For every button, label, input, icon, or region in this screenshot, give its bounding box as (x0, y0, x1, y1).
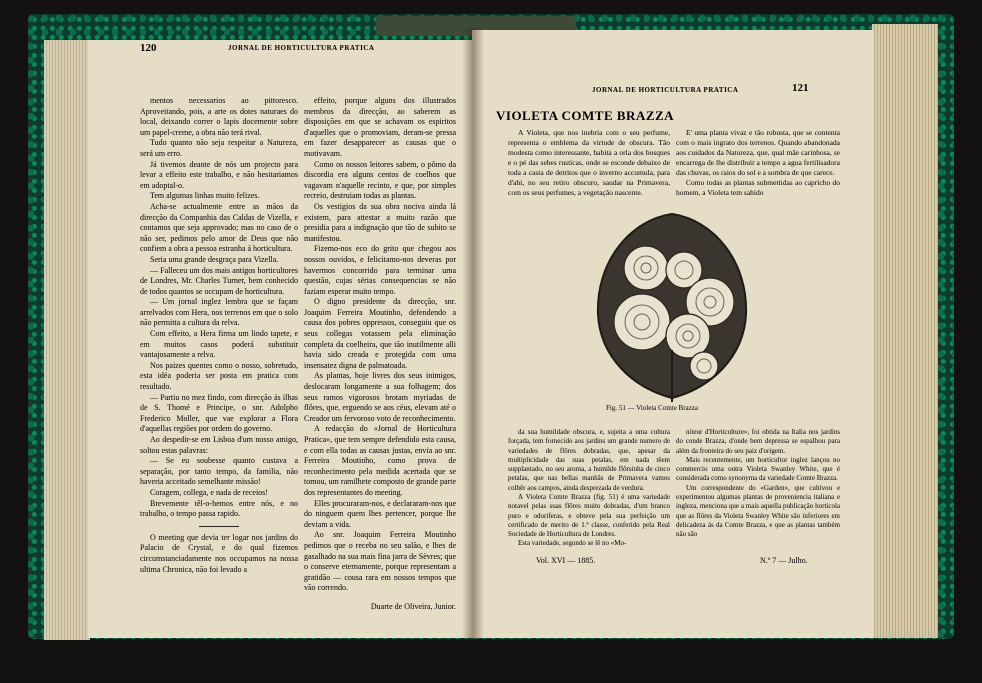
paragraph: O meeting que devia ter logar nos jardins do Palacio de Crystal, e do qual fizemos circumstanciadamente nos occupamos na nossa ultima Chronica, não foi levado a (140, 532, 298, 574)
right-column-1-bottom (508, 428, 670, 549)
footer-number: N.º 7 — Julho. (760, 556, 808, 565)
author-signature: Duarte de Oliveira, Junior. (370, 601, 456, 611)
paragraph: Brevemente têl-o-hemos entre nós, e no trabalho, o tempo passa rapido. (140, 498, 298, 519)
paragraph: A redacção do «Jornal de Horticultura Pratica», que tem sempre defendido esta causa, e com ella todas as causas justas, envia ao snr. Ferreira Moutinho, como prova de reconhecimento pela medida acertada que se tomou, um ramilhete composto de grande parte dos representantes do meeting. (304, 424, 456, 497)
paragraph: Os vestigios da sua obra nociva ainda lá existem, para attestar a muito razão que presidia para a indignação que tão de subito se manifestou. (304, 201, 456, 243)
left-page-number: 120 (140, 42, 157, 54)
paragraph: Um correspondente do «Garden», que cultivou e experimentou algumas plantas de proveniencia italiana e ingleza, menciona que a mais aquella publicação horticola que as flôres da Violeta Swanley White são inferiores em delicadeza ás da Comte Brazza, e que as plantas também não são (676, 483, 840, 539)
figure-caption: Fig. 51 — Violeta Comte Brazza (606, 404, 698, 412)
left-column-2 (304, 96, 456, 613)
paragraph: effeito, porque alguns dos illustrados membros da direcção, ao saberem as disposições em que se achavam os espiritos d'aquelles que o promoviam, deram-se pressa em fazer desapparecer as causas que o motivavam. (304, 96, 456, 158)
right-column-2-bottom (676, 428, 840, 539)
paragraph: — Se eu soubesse quanto custava a separação, por tanto tempo, da familia, não haveria acceitado semelhante missão! (140, 456, 298, 487)
paragraph: Com effeito, a Hera firma um lindo tapete, e em muitos casos poderá substituir vantajosamente a relva. (140, 329, 298, 360)
right-column-2-top (676, 128, 840, 198)
paragraph: Elles procuraram-nos, e declararam-nos que do ninguem quem lhes pertencer, porque lhe deviam a vida. (304, 498, 456, 529)
paragraph: Já tivemos deante de nós um projecto para levar a effeito este trabalho, e não hesitariamos em adoptal-o. (140, 159, 298, 190)
left-column-1 (140, 96, 298, 575)
paragraph: A Violeta Comte Brazza (fig. 51) é uma variedade notavel pelas suas flôres muito dobradas, d'um branco puro e odoriferas, e obteve pela sua perfeição um certificado de merito de 1.ª classe, conferido pela Real Sociedade de Horticultura de Londres. (508, 492, 670, 539)
right-running-head: JORNAL DE HORTICULTURA PRATICA (592, 86, 739, 94)
page-edges-right (872, 24, 938, 638)
paragraph: Acha-se actualmente entre as mãos da direcção da Companhia das Caldas de Vizella, e contamos que seja approvado; mas no caso de o não ser, pedimos pelo amor de Deus que não confiem a obra a pessoa estranha á horticultura. (140, 201, 298, 254)
paragraph: A Violeta, que nos inebria com o seu perfume, representa o emblema da virtude de obscura. Tão modesta como interessante, habita a orla dos bosques e o pé das sebes rusticas, onde se esconde debaixo de toda a casta de detritos que o inverno accumula, para d'ahi, no seu retiro obscuro, saudar na Primavera, com os seus perfumes, a vegetação nascente. (508, 128, 670, 197)
paragraph: Fizemo-nos eco do grito que chegou aos nossos ouvidos, e felicitamo-nos deveras por havermos concorrido para terminar uma questão, cujas sérias consequencias se não faziam esperar muito tempo. (304, 244, 456, 296)
paragraph: Nos paizes quentes como o nosso, sobretudo, esta idéa poderia ser posta em pratica com resultado. (140, 360, 298, 392)
paragraph: Como todas as plantas submettidas ao capricho do homem, a Violeta tem sahido (676, 177, 840, 197)
paragraph: — Partiu no mez findo, com direcção ás ilhas de S. Thomé e Principe, o snr. Adolpho Frederico Moller, que vae explorar a Flora d'aquellas regiões por ordem do governo. (140, 392, 298, 434)
paragraph: niteur d'Horticulture», foi obtida na Italia nos jardins do conde Brazza, d'onde bem depressa se espalhou para além da fronteira do seu paiz d'origem. (676, 428, 840, 455)
section-divider (199, 526, 239, 527)
paragraph: O digno presidente da direcção, snr. Joaquim Ferreira Moutinho, defendendo a causa dos pobres oppressos, conseguiu que os seus collegas votassem pela eliminação completa da coelheira, que tão inutilmente alli havia sido creada e protegida com uma insensatez digna de palmatoada. (304, 297, 456, 370)
paragraph: Tem algumas linhas muito felizes. (150, 191, 260, 201)
paragraph: E' uma planta vivaz e tão robusta, que se contenta com o mais ingrato dos terrenos. Quando abandonada aos cuidados da Natureza, que, qual mãe carinhosa, se encarrega de lhe distribuir a tempo a agua fertilisadora das chuvas, os raios do sol e a sombra de que carece. (676, 128, 840, 177)
footer-volume: Vol. XVI — 1885. (536, 556, 596, 565)
paragraph: Seria uma grande desgraça para Vizella. (150, 254, 279, 264)
violet-illustration (592, 210, 752, 402)
paragraph: Ao snr. Joaquim Ferreira Moutinho pedimos que o receba no seu salão, e lhes de gasalhado na sua mais fina jarra de Sèvres; que o conserve eternamente, porque representam a gratidão — cousa rara em nossos tempos que vão correndo. (304, 530, 456, 593)
paragraph: Coragem, collega, e nada de receios! (150, 487, 268, 497)
right-column-1-top (508, 128, 670, 198)
paragraph: Tudo quanto não seja respeitar a Natureza, será um erro. (140, 138, 298, 158)
paragraph: — Um jornal inglez lembra que se façam arrelvados com Hera, nos terrenos em que o solo não permitta a cultura da relva. (140, 297, 298, 328)
right-page-number: 121 (792, 82, 809, 94)
paragraph: Como os nossos leitores sabem, o pômo da discordia era alguns centos de coelhos que vagavam n'aquelle recinto, e que, por simples recreio, destruiam todas as plantas. (304, 159, 456, 201)
left-running-head: JORNAL DE HORTICULTURA PRATICA (228, 44, 375, 52)
article-title: VIOLETA COMTE BRAZZA (496, 108, 675, 123)
page-edges-left (44, 40, 90, 640)
book-gutter (462, 28, 484, 640)
paragraph: da sua humildade obscura, e, sujeita a uma cultura forçada, tem fornecido aos jardins um grande numero de variedades de flôres dobradas, que, apesar da multiplicidade das suas petalas, em nada têem supplantado, no seu aroma, a humilde flôrsinha de cinco petalas, que nas bellas manhãs de Primavera vamos colhêr aos campos, ainda desprezada de verdura. (508, 428, 670, 492)
paragraph: — Falleceu um dos mais antigos horticultores de Londres, Mr. Charles Turner, bem conhecido de todos quantos se occupam de horticultura. (140, 265, 298, 296)
paragraph: As plantas, hoje livres dos seus inimigos, deslocaram longamente a sua folhagem; dos seus ramos vigorosos brotam myriadas de flôres, que, erguendo se aos céus, elevam até o Creador um fervoroso voto de reconhecimento. (304, 371, 456, 423)
paragraph: Ao despedir-se em Lisboa d'um nosso amigo, soltou estas palavras: (140, 435, 298, 455)
paragraph: mentos necessarios ao pittoresco. Aproveitando, pois, a arte os dotes naturaes do local, deixando correr o lapis docemente sobre um papel-creme, a obra não terá rival. (140, 96, 298, 137)
paragraph: Mais recentemente, um horticultor inglez lançou no commercio uma outra Violeta Swanley White, que é considerada como synonyma da variedade Comte Brazza. (676, 455, 840, 483)
paragraph: Esta variedade, segundo se lê no «Mo- (518, 539, 627, 548)
